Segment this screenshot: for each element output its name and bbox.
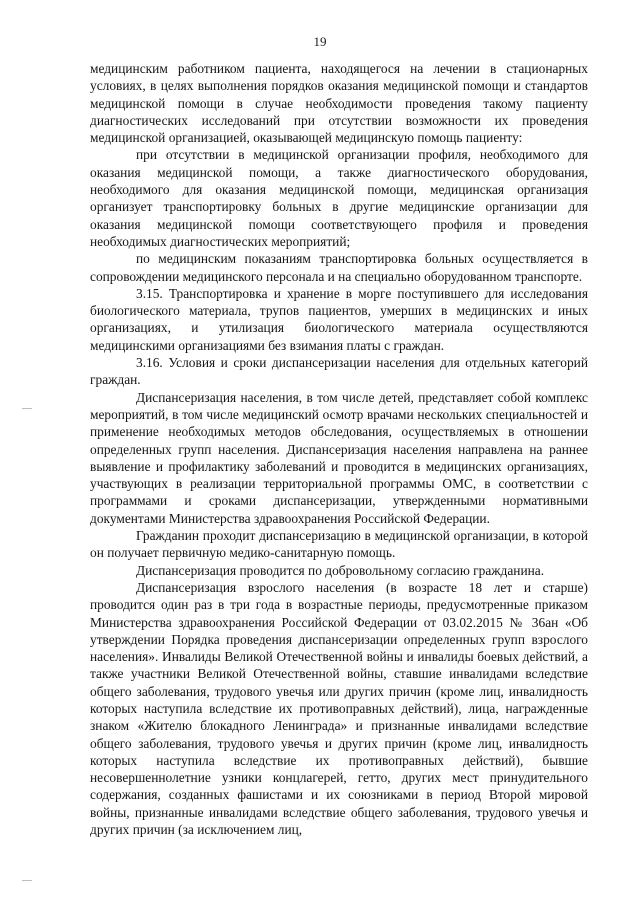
paragraph: 3.15. Транспортировка и хранение в морге поступившего для исследования биологического материала, трупов пациентов, умерших в медицинских и иных организациях, и утилизация биологического материала осуществляются медицинскими организациями без взимания платы с граждан. (90, 285, 588, 353)
paragraph: при отсутствии в медицинской организации профиля, необходимого для оказания медицинской помощи, а также диагностического оборудования, необходимого для оказания медицинской помощи, медицинская организация организует транспортировку больных в другие медицинские организации для оказания медицинской помощи соответствующего профиля и проведения необходимых диагностических мероприятий; (90, 147, 588, 249)
document-body (90, 60, 588, 838)
paragraph: Диспансеризация взрослого населения (в возрасте 18 лет и старше) проводится один раз в три года в возрастные периоды, предусмотренные приказом Министерства здравоохранения Российской Федерации от 03.02.2015 № 36ан «Об утверждении Порядка проведения диспансеризации определенных групп взрослого населения». Инвалиды Великой Отечественной войны и инвалиды боевых действий, а также участники Великой Отечественной войны, ставшие инвалидами вследствие общего заболевания, трудового увечья или других причин (кроме лиц, инвалидность которых наступила вследствие их противоправных действий), лица, награжденные знаком «Жителю блокадного Ленинграда» и признанные инвалидами вследствие общего заболевания, трудового увечья и других причин (кроме лиц, инвалидность которых наступила вследствие их противоправных действий), бывшие несовершеннолетние узники концлагерей, гетто, других мест принудительного содержания, созданных фашистами и их союзниками в период Второй мировой войны, признанные инвалидами вследствие общего заболевания, трудового увечья и других причин (за исключением лиц, (90, 579, 588, 838)
paragraph: Диспансеризация проводится по добровольному согласию гражданина. (136, 562, 545, 578)
paragraph: медицинским работником пациента, находящегося на лечении в стационарных условиях, в целях выполнения порядков оказания медицинской помощи и стандартов медицинской помощи в случае необходимости проведения такому пациенту диагностических исследований при отсутствии возможности их проведения медицинской организацией, оказывающей медицинскую помощь пациенту: (90, 61, 588, 146)
paragraph: Гражданин проходит диспансеризацию в медицинской организации, в которой он получает первичную медико-санитарную помощь. (90, 528, 588, 561)
section-heading: 3.16. Условия и сроки диспансеризации населения для отдельных категорий граждан. (90, 355, 588, 388)
paragraph: по медицинским показаниям транспортировка больных осуществляется в сопровождении медицинского персонала и на специально оборудованном транспорте. (90, 251, 588, 284)
margin-mark (22, 880, 32, 881)
paragraph: Диспансеризация населения, в том числе детей, представляет собой комплекс мероприятий, в том числе медицинский осмотр врачами нескольких специальностей и применение необходимых методов обследования, осуществляемых в отношении определенных групп населения. Диспансеризация населения направлена на раннее выявление и профилактику заболеваний и проводится в медицинских организациях, участвующих в реализации территориальной программы ОМС, в соответствии с программами и сроками диспансеризации, утвержденными нормативными документами Министерства здравоохранения Российской Федерации. (90, 389, 588, 526)
margin-mark (22, 408, 32, 409)
page-number: 19 (313, 34, 327, 49)
